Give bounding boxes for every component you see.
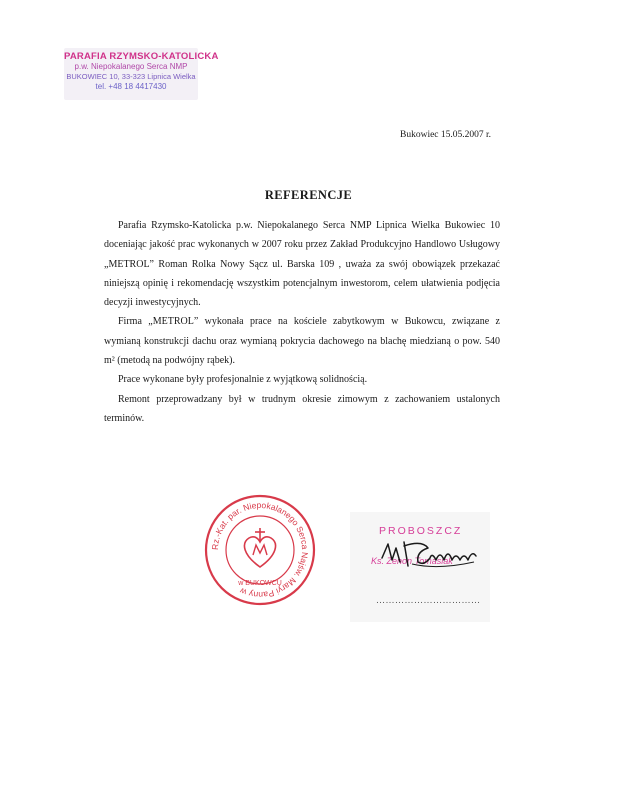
stamp-address: BUKOWIEC 10, 33-323 Lipnica Wielka (66, 72, 196, 81)
stamp-phone: tel. +48 18 4417430 (95, 82, 167, 91)
document-body (104, 216, 500, 428)
stamp-parish-name: PARAFIA RZYMSKO-KATOLICKA (64, 51, 219, 62)
parish-header-stamp (64, 48, 219, 100)
seal-center-text: w BUKOWCU (238, 580, 282, 587)
handwritten-signature (378, 530, 482, 572)
parish-round-seal (203, 493, 317, 607)
document-title: REFERENCJE (264, 188, 353, 202)
document-date: Bukowiec 15.05.2007 r. (400, 130, 492, 140)
heart-icon (244, 528, 275, 567)
seal-ring-text: Rz.-Kat. par. Niepokalanego Serca Najśw. Maryi Panny w (209, 499, 311, 601)
signature-line: …………………………… (376, 595, 481, 605)
paragraph-winter: Remont przeprowadzany był w trudnym okresie zimowym z zachowaniem ustalonych terminów. (104, 393, 500, 424)
paragraph-quality: Prace wykonane były profesjonalnie z wyjątkową solidnością. (118, 374, 368, 386)
stamp-dedication: p.w. Niepokalanego Serca NMP (74, 62, 188, 71)
signature-title-stamp: PROBOSZCZ (379, 525, 463, 537)
signature-name-stamp: Ks. Zenon Tomasiak (371, 556, 453, 566)
paragraph-works: Firma „METROL” wykonała prace na kościele zabytkowym w Bukowcu, związane z wymianą konstrukcji dachu oraz wymianą pokrycia dachowego na blachę miedzianą o pow. 540 m² (metodą na podwójny rąbek). (104, 316, 500, 367)
paragraph-intro: Parafia Rzymsko-Katolicka p.w. Niepokalanego Serca NMP Lipnica Wielka Bukowiec 10 doceniając jakość prac wykonanych w 2007 roku przez Zakład Produkcyjno Handlowo Usługowy „METROL” Roman Rolka Nowy Sącz ul. Barska 109 , uważa za swój obowiązek przekazać niniejszą opinię i rekomendację wszystkim potencjalnym inwestorom, celem ułatwienia podjęcia decyzji inwestycyjnych. (104, 220, 500, 309)
